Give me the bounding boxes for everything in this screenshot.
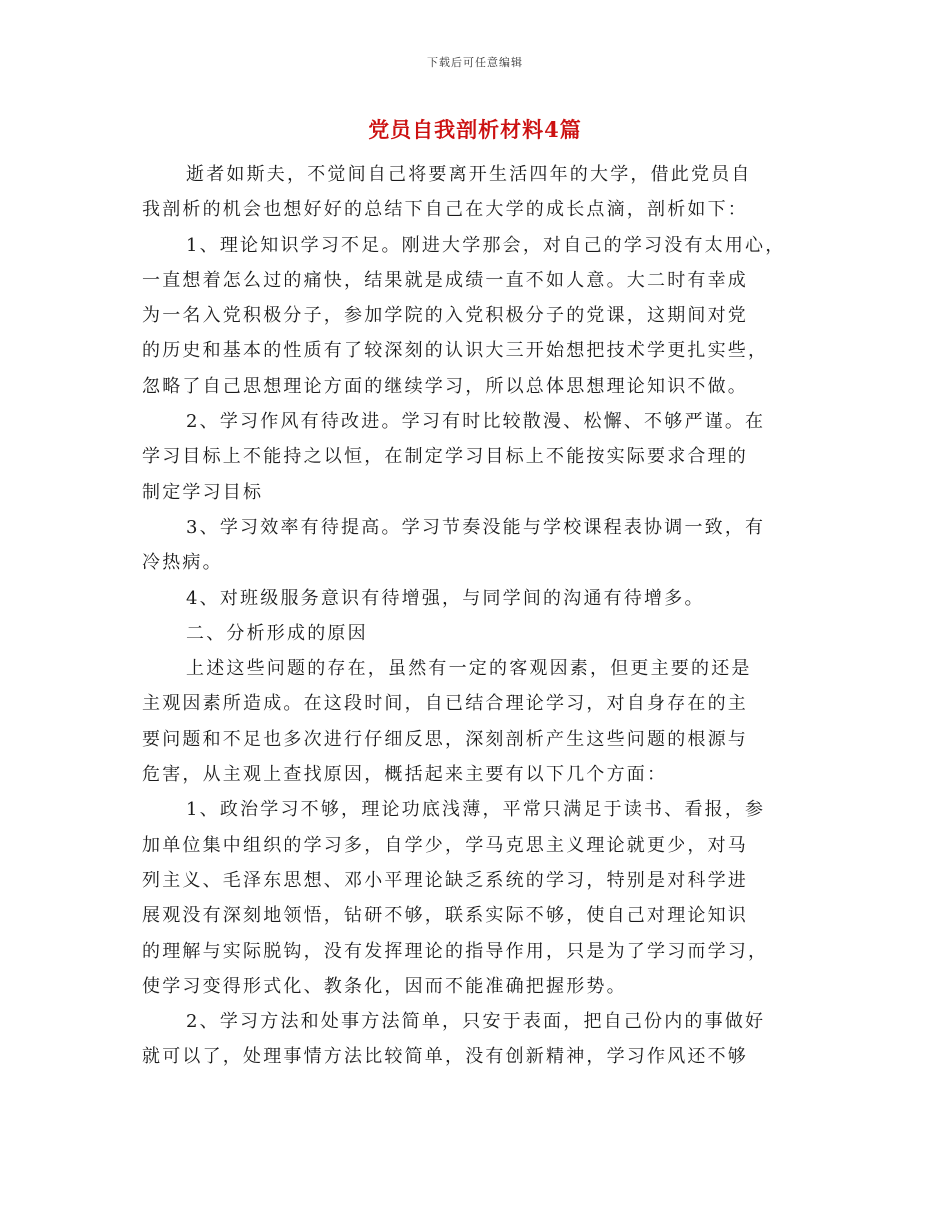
paragraph-point-3 (142, 510, 824, 581)
paragraph-point-2 (142, 404, 824, 510)
paragraph-point-1 (142, 228, 824, 404)
text-line: 2、学习作风有待改进。学习有时比较散漫、松懈、不够严谨。在 (186, 411, 766, 433)
text-line: 二、分析形成的原因 (186, 622, 368, 644)
paragraph-causes-intro (142, 651, 824, 792)
text-line: 加单位集中组织的学习多，自学少，学马克思主义理论就更少，对马 (142, 834, 748, 856)
text-line: 为一名入党积极分子，参加学院的入党积极分子的党课，这期间对党 (142, 305, 748, 327)
text-line: 要问题和不足也多次进行仔细反思，深刻剖析产生这些问题的根源与 (142, 728, 748, 750)
text-line: 上述这些问题的存在，虽然有一定的客观因素，但更主要的还是 (186, 658, 752, 680)
text-line: 主观因素所造成。在这段时间，自已结合理论学习，对自身存在的主 (142, 693, 748, 715)
text-line: 就可以了，处理事情方法比较简单，没有创新精神，学习作风还不够 (142, 1046, 748, 1068)
text-line: 我剖析的机会也想好好的总结下自己在大学的成长点滴，剖析如下： (142, 199, 748, 221)
text-line: 学习目标上不能持之以恒，在制定学习目标上不能按实际要求合理的 (142, 446, 748, 468)
page-header-note: 下载后可任意编辑 (427, 56, 523, 69)
text-line: 1、政治学习不够，理论功底浅薄，平常只满足于读书、看报，参 (186, 799, 766, 821)
text-line: 的理解与实际脱钩，没有发挥理论的指导作用，只是为了学习而学习， (142, 940, 769, 962)
text-line: 冷热病。 (142, 552, 223, 574)
text-line: 3、学习效率有待提高。学习节奏没能与学校课程表协调一致，有 (186, 516, 766, 538)
paragraph-cause-2 (142, 1004, 824, 1075)
paragraph-cause-1 (142, 792, 824, 1004)
document-title: 党员自我剖析材料4篇 (368, 117, 582, 142)
text-line: 逝者如斯夫，不觉间自己将要离开生活四年的大学，借此党员自 (186, 164, 752, 185)
text-line: 4、对班级服务意识有待增强，与同学间的沟通有待增多。 (186, 587, 705, 609)
text-line: 2、学习方法和处事方法简单，只安于表面，把自己份内的事做好 (186, 1011, 766, 1033)
paragraph-point-4 (142, 581, 824, 616)
text-line: 的历史和基本的性质有了较深刻的认识大三开始想把技术学更扎实些， (142, 340, 769, 362)
text-line: 危害，从主观上查找原因，概括起来主要有以下几个方面： (142, 764, 668, 786)
text-line: 忽略了自己思想理论方面的继续学习，所以总体思想理论知识不做。 (142, 375, 748, 397)
text-line: 一直想着怎么过的痛快，结果就是成绩一直不如人意。大二时有幸成 (142, 269, 748, 291)
paragraph-intro (142, 157, 824, 228)
text-line: 展观没有深刻地领悟，钻研不够，联系实际不够，使自己对理论知识 (142, 905, 748, 927)
text-line: 使学习变得形式化、教条化，因而不能准确把握形势。 (142, 975, 627, 997)
document-body (142, 157, 824, 1075)
text-line: 制定学习目标 (142, 481, 264, 503)
text-line: 1、理论知识学习不足。刚进大学那会，对自己的学习没有太用心， (186, 234, 786, 256)
text-line: 列主义、毛泽东思想、邓小平理论缺乏系统的学习，特别是对科学进 (142, 869, 748, 891)
section-heading-causes (142, 616, 824, 651)
